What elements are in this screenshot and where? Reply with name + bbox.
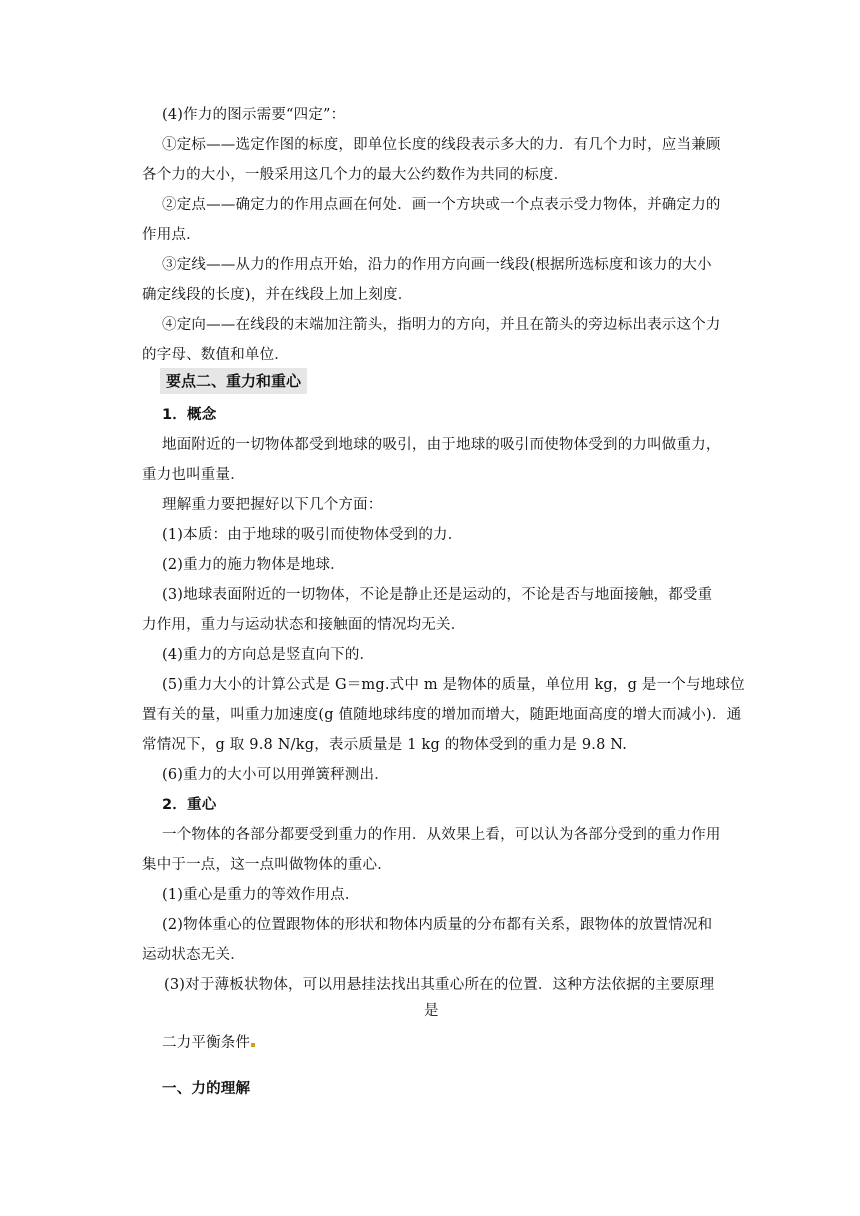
paragraph-line: ③定线——从力的作用点开始，沿力的作用方向画一线段(根据所选标度和该力的大小: [162, 257, 712, 273]
paragraph-line: ②定点——确定力的作用点画在何处．画一个方块或一个点表示受力物体，并确定力的: [162, 197, 721, 213]
paragraph-line: (4)作力的图示需要“四定”：: [162, 107, 346, 123]
paragraph-line-answer: [162, 1032, 255, 1054]
paragraph-line: 地面附近的一切物体都受到地球的吸引，由于地球的吸引而使物体受到的力叫做重力，: [162, 437, 721, 453]
paragraph-line: 一个物体的各部分都要受到重力的作用．从效果上看，可以认为各部分受到的重力作用: [162, 827, 721, 843]
paragraph-line: 常情况下，g 取 9.8 N/kg，表示质量是 1 kg 的物体受到的重力是 9.8 N.: [142, 737, 628, 753]
paragraph-line: 集中于一点，这一点叫做物体的重心．: [142, 857, 392, 873]
paragraph-line: (2)物体重心的位置跟物体的形状和物体内质量的分布都有关系，跟物体的放置情况和: [162, 917, 713, 933]
bottom-heading: 一、力的理解: [162, 1081, 251, 1097]
section-heading: 要点二、重力和重心: [160, 368, 307, 394]
paragraph-line: 是: [424, 1003, 439, 1019]
paragraph-line: (6)重力的大小可以用弹簧秤测出．: [162, 767, 389, 783]
paragraph-line: 的字母、数值和单位．: [142, 347, 289, 363]
paragraph-line: 运动状态无关．: [142, 947, 245, 963]
paragraph-line: 力作用，重力与运动状态和接触面的情况均无关．: [142, 617, 466, 633]
paragraph-line: 作用点．: [142, 227, 201, 243]
answer-text: 二力平衡条件: [162, 1035, 251, 1051]
paragraph-line: (5)重力大小的计算公式是 G＝mg.式中 m 是物体的质量，单位用 kg，g 是一个与地球位: [162, 677, 745, 693]
paragraph-line: (1)本质：由于地球的吸引而使物体受到的力．: [162, 527, 463, 543]
paragraph-line: ④定向——在线段的末端加注箭头，指明力的方向，并且在箭头的旁边标出表示这个力: [162, 317, 721, 333]
paragraph-line: 理解重力要把握好以下几个方面：: [162, 497, 383, 513]
paragraph-line: ①定标——选定作图的标度，即单位长度的线段表示多大的力．有几个力时，应当兼顾: [162, 137, 721, 153]
paragraph-line: 各个力的大小，一般采用这几个力的最大公约数作为共同的标度．: [142, 167, 569, 183]
concept-title: 1．概念: [162, 407, 217, 423]
paragraph-line: 置有关的量，叫重力加速度(g 值随地球纬度的增加而增大，随距地面高度的增大而减小)．通: [142, 707, 742, 723]
center-title: 2．重心: [162, 797, 217, 813]
paragraph-line: (3)地球表面附近的一切物体，不论是静止还是运动的，不论是否与地面接触，都受重: [162, 587, 713, 603]
paragraph-line: (3)对于薄板状物体，可以用悬挂法找出其重心所在的位置．这种方法依据的主要原理: [164, 977, 715, 993]
paragraph-line: 重力也叫重量．: [142, 467, 245, 483]
paragraph-line: (1)重心是重力的等效作用点．: [162, 887, 360, 903]
paragraph-line: (4)重力的方向总是竖直向下的．: [162, 647, 375, 663]
marker-dot: [251, 1043, 255, 1047]
paragraph-line: (2)重力的施力物体是地球．: [162, 557, 345, 573]
paragraph-line: 确定线段的长度)，并在线段上加上刻度．: [142, 287, 413, 303]
